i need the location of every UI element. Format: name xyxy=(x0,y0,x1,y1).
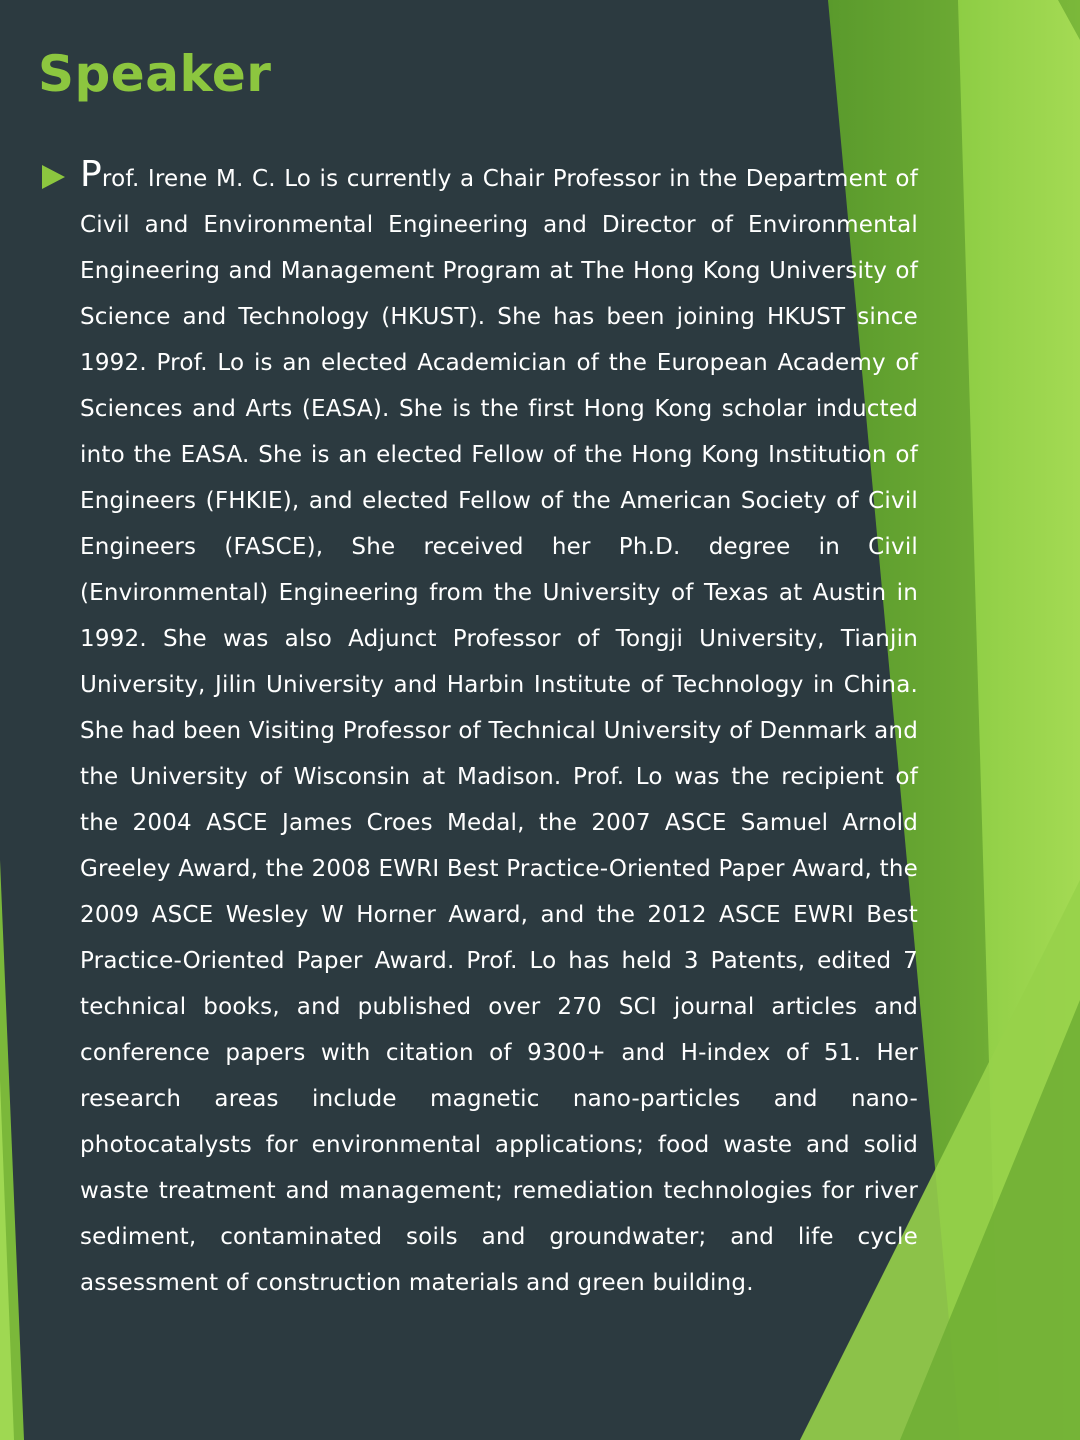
triangle-right-icon xyxy=(40,164,66,190)
slide-title: Speaker xyxy=(38,45,272,103)
speaker-bio xyxy=(80,152,918,1306)
bio-text: rof. Irene M. C. Lo is currently a Chair Professor in the Department of Civil and Environmental Engineering and Director of Environmental Engineering and Management Program at The Hong Kong University of Science and Technology (HKUST). She has been joining HKUST since 1992. Prof. Lo is an elected Academician of the European Academy of Sciences and Arts (EASA). She is the first Hong Kong scholar inducted into the EASA. She is an elected Fellow of the Hong Kong Institution of Engineers (FHKIE), and elected Fellow of the American Society of Civil Engineers (FASCE), She received her Ph.D. degree in Civil (Environmental) Engineering from the University of Texas at Austin in 1992. She was also Adjunct Professor of Tongji University, Tianjin University, Jilin University and Harbin Institute of Technology in China. She had been Visiting Professor of Technical University of Denmark and the University of Wisconsin at Madison. Prof. Lo was the recipient of the 2004 ASCE James Croes Medal, the 2007 ASCE Samuel Arnold Greeley Award, the 2008 EWRI Best Practice-Oriented Paper Award, the 2009 ASCE Wesley W Horner Award, and the 2012 ASCE EWRI Best Practice-Oriented Paper Award. Prof. Lo has held 3 Patents, edited 7 technical books, and published over 270 SCI journal articles and conference papers with citation of 9300+ and H-index of 51. Her research areas include magnetic nano-particles and nano-photocatalysts for environmental applications; food waste and solid waste treatment and management; remediation technologies for river sediment, contaminated soils and groundwater; and life cycle assessment of construction materials and green building. xyxy=(80,166,918,1296)
bio-first-letter: P xyxy=(80,154,102,195)
